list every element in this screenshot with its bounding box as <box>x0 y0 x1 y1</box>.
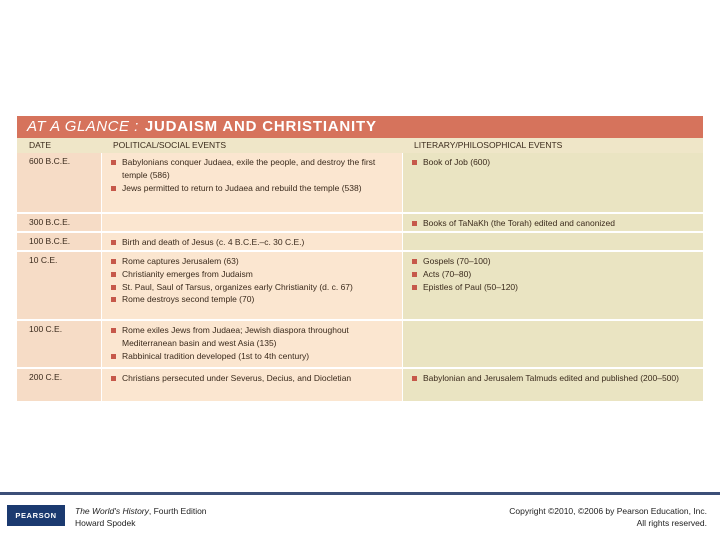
row-divider <box>17 319 703 321</box>
book-title: The World's History <box>75 506 149 516</box>
table-row <box>17 214 703 231</box>
literary-event-text: Gospels (70–100) <box>423 256 491 266</box>
political-cell <box>102 214 402 231</box>
political-event-text: Christianity emerges from Judaism <box>122 268 253 279</box>
date-label: 100 C.E. <box>29 324 63 334</box>
list-item <box>111 324 396 350</box>
political-event-text: Babylonians conquer Judaea, exile the people, and destroy the first temple (586) <box>122 157 376 180</box>
political-event-list <box>111 372 396 385</box>
political-event-list <box>111 236 396 249</box>
square-bullet-icon <box>412 221 417 226</box>
square-bullet-icon <box>111 160 116 165</box>
literary-event-text: Babylonian and Jerusalem Talmuds edited and published (200–500) <box>423 373 679 383</box>
square-bullet-icon <box>111 328 116 333</box>
footer-rule <box>0 492 720 495</box>
date-label: 600 B.C.E. <box>29 156 71 166</box>
square-bullet-icon <box>111 285 116 290</box>
list-item <box>111 293 396 306</box>
political-event-text: Rome destroys second temple (70) <box>122 294 255 305</box>
political-event-text: St. Paul, Saul of Tarsus, organizes early Christianity (d. c. 67) <box>122 281 353 292</box>
square-bullet-icon <box>111 376 116 381</box>
list-item <box>111 156 396 182</box>
list-item <box>412 372 697 385</box>
row-divider <box>17 231 703 233</box>
list-item <box>412 268 697 281</box>
table-title-bar <box>17 116 703 138</box>
literary-event-list <box>412 217 697 230</box>
literary-event-text: Book of Job (600) <box>423 157 491 167</box>
date-cell <box>17 369 101 401</box>
square-bullet-icon <box>111 186 116 191</box>
column-divider <box>101 153 102 401</box>
literary-cell <box>403 233 703 250</box>
list-item <box>111 268 396 281</box>
political-event-list <box>111 255 396 306</box>
table-row <box>17 252 703 319</box>
square-bullet-icon <box>111 240 116 245</box>
date-cell <box>17 252 101 319</box>
list-item <box>412 281 697 294</box>
political-event-text: Rome captures Jerusalem (63) <box>122 256 239 266</box>
rights-text: All rights reserved. <box>636 518 707 528</box>
list-item <box>111 255 396 268</box>
copyright-notice <box>509 505 707 529</box>
header-political: POLITICAL/SOCIAL EVENTS <box>113 140 227 150</box>
date-cell <box>17 214 101 231</box>
political-event-text: Rome exiles Jews from Judaea; Jewish diaspora throughout Mediterranean basin and west Asia (135) <box>122 325 349 348</box>
date-label: 10 C.E. <box>29 255 58 265</box>
square-bullet-icon <box>412 376 417 381</box>
date-label: 300 B.C.E. <box>29 217 71 227</box>
list-item <box>111 182 396 195</box>
square-bullet-icon <box>412 160 417 165</box>
list-item <box>111 372 396 385</box>
list-item <box>412 217 697 230</box>
political-cell <box>102 153 402 212</box>
square-bullet-icon <box>111 354 116 359</box>
political-cell <box>102 321 402 367</box>
political-event-text: Rabbinical tradition developed (1st to 4th century) <box>122 350 310 361</box>
table-title: JUDAISM AND CHRISTIANITY <box>144 118 377 135</box>
date-cell <box>17 321 101 367</box>
table-title-lead: AT A GLANCE : <box>27 118 139 135</box>
list-item <box>111 350 396 363</box>
date-cell <box>17 233 101 250</box>
literary-event-list <box>412 372 697 385</box>
square-bullet-icon <box>412 259 417 264</box>
book-author: Howard Spodek <box>75 518 136 528</box>
table-row <box>17 233 703 250</box>
literary-cell <box>403 214 703 231</box>
at-a-glance-table <box>17 116 703 401</box>
table-row <box>17 153 703 212</box>
literary-event-text: Acts (70–80) <box>423 268 472 279</box>
literary-cell <box>403 153 703 212</box>
header-date: DATE <box>29 140 52 150</box>
list-item <box>412 255 697 268</box>
square-bullet-icon <box>111 272 116 277</box>
political-event-text: Birth and death of Jesus (c. 4 B.C.E.–c. 30 C.E.) <box>122 237 305 247</box>
literary-cell <box>403 321 703 367</box>
political-event-list <box>111 324 396 362</box>
copyright-text: Copyright ©2010, ©2006 by Pearson Education, Inc. <box>509 506 707 516</box>
political-event-text: Christians persecuted under Severus, Decius, and Diocletian <box>122 373 352 383</box>
book-citation <box>75 505 207 529</box>
square-bullet-icon <box>412 272 417 277</box>
political-event-list <box>111 156 396 194</box>
book-edition: , Fourth Edition <box>148 506 207 516</box>
table-row <box>17 369 703 401</box>
header-literary: LITERARY/PHILOSOPHICAL EVENTS <box>414 140 563 150</box>
literary-event-text: Epistles of Paul (50–120) <box>423 281 518 292</box>
square-bullet-icon <box>111 259 116 264</box>
political-cell <box>102 252 402 319</box>
square-bullet-icon <box>111 297 116 302</box>
political-cell <box>102 233 402 250</box>
literary-cell <box>403 369 703 401</box>
square-bullet-icon <box>412 285 417 290</box>
literary-event-text: Books of TaNaKh (the Torah) edited and canonized <box>423 218 616 228</box>
political-cell <box>102 369 402 401</box>
row-divider <box>17 367 703 369</box>
literary-event-list <box>412 255 697 293</box>
date-cell <box>17 153 101 212</box>
list-item <box>111 236 396 249</box>
list-item <box>412 156 697 169</box>
row-divider <box>17 250 703 252</box>
literary-event-list <box>412 156 697 169</box>
list-item <box>111 281 396 294</box>
political-event-text: Jews permitted to return to Judaea and rebuild the temple (538) <box>122 182 362 193</box>
date-label: 200 C.E. <box>29 372 63 382</box>
table-row <box>17 321 703 367</box>
row-divider <box>17 212 703 214</box>
column-divider <box>402 153 403 401</box>
date-label: 100 B.C.E. <box>29 236 71 246</box>
pearson-logo: PEARSON <box>7 505 65 526</box>
literary-cell <box>403 252 703 319</box>
